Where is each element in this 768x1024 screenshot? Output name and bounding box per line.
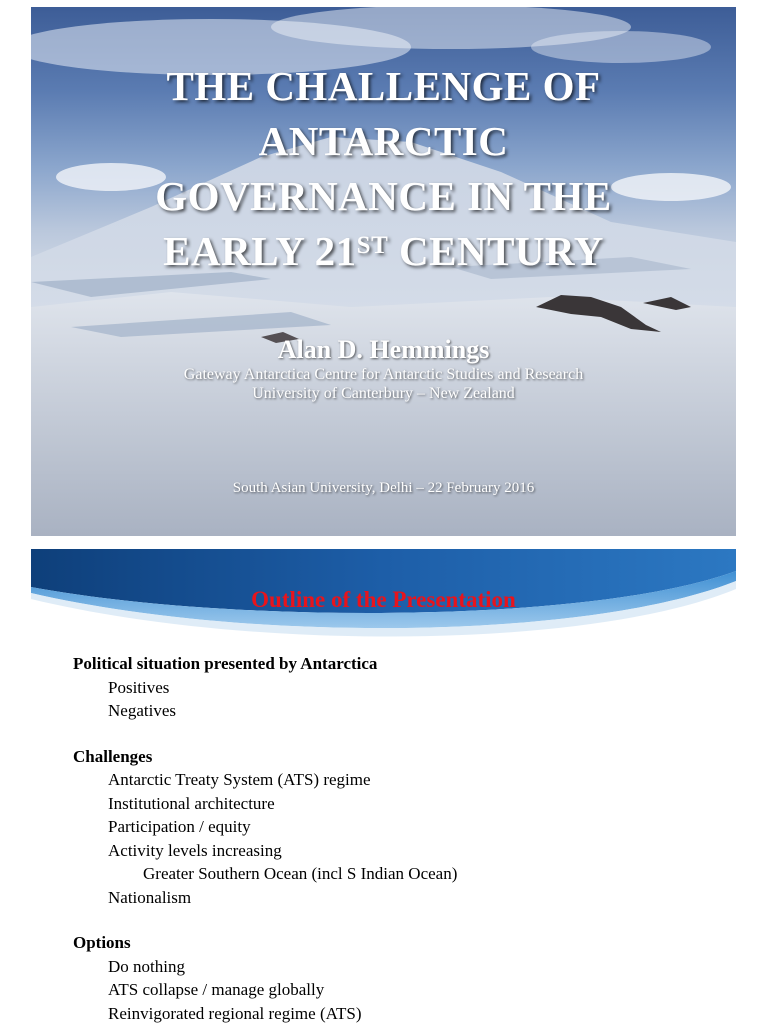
- title-text: CENTURY: [388, 228, 604, 274]
- title-line: ANTARCTIC: [258, 118, 509, 164]
- venue-date: South Asian University, Delhi – 22 February 2016: [232, 480, 535, 496]
- outline-list: [73, 652, 713, 1024]
- list-item: Nationalism: [108, 887, 192, 907]
- author-name: Alan D. Hemmings: [277, 335, 490, 364]
- list-item: Negatives: [108, 701, 176, 720]
- title-slide: [31, 7, 736, 536]
- outline-slide: [31, 549, 736, 1024]
- title-line: GOVERNANCE IN THE: [155, 173, 612, 219]
- list-item: Institutional architecture: [108, 793, 275, 813]
- list-item: Activity levels increasing: [108, 840, 282, 860]
- list-item: Antarctic Treaty System (ATS) regime: [108, 770, 371, 789]
- title-text: EARLY 21: [163, 228, 357, 274]
- affiliation-line: University of Canterbury – New Zealand: [252, 385, 515, 402]
- section-heading: Challenges: [73, 746, 153, 766]
- list-item: Participation / equity: [108, 817, 251, 836]
- list-item: Reinvigorated regional regime (ATS): [108, 1003, 362, 1023]
- slide-title: Outline of the Presentation: [251, 587, 516, 612]
- title-line: [31, 224, 736, 279]
- list-subitem: Greater Southern Ocean (incl S Indian Ocean): [143, 864, 458, 883]
- title-superscript: ST: [356, 232, 389, 259]
- list-item: ATS collapse / manage globally: [108, 980, 325, 999]
- affiliation-line: Gateway Antarctica Centre for Antarctic Studies and Research: [183, 366, 584, 383]
- presentation-title: [31, 59, 736, 279]
- list-item: Do nothing: [108, 956, 185, 976]
- list-item: Positives: [108, 677, 170, 697]
- section-heading: Political situation presented by Antarctica: [73, 654, 378, 673]
- section-heading: Options: [73, 933, 131, 952]
- title-line: THE CHALLENGE OF: [166, 63, 601, 109]
